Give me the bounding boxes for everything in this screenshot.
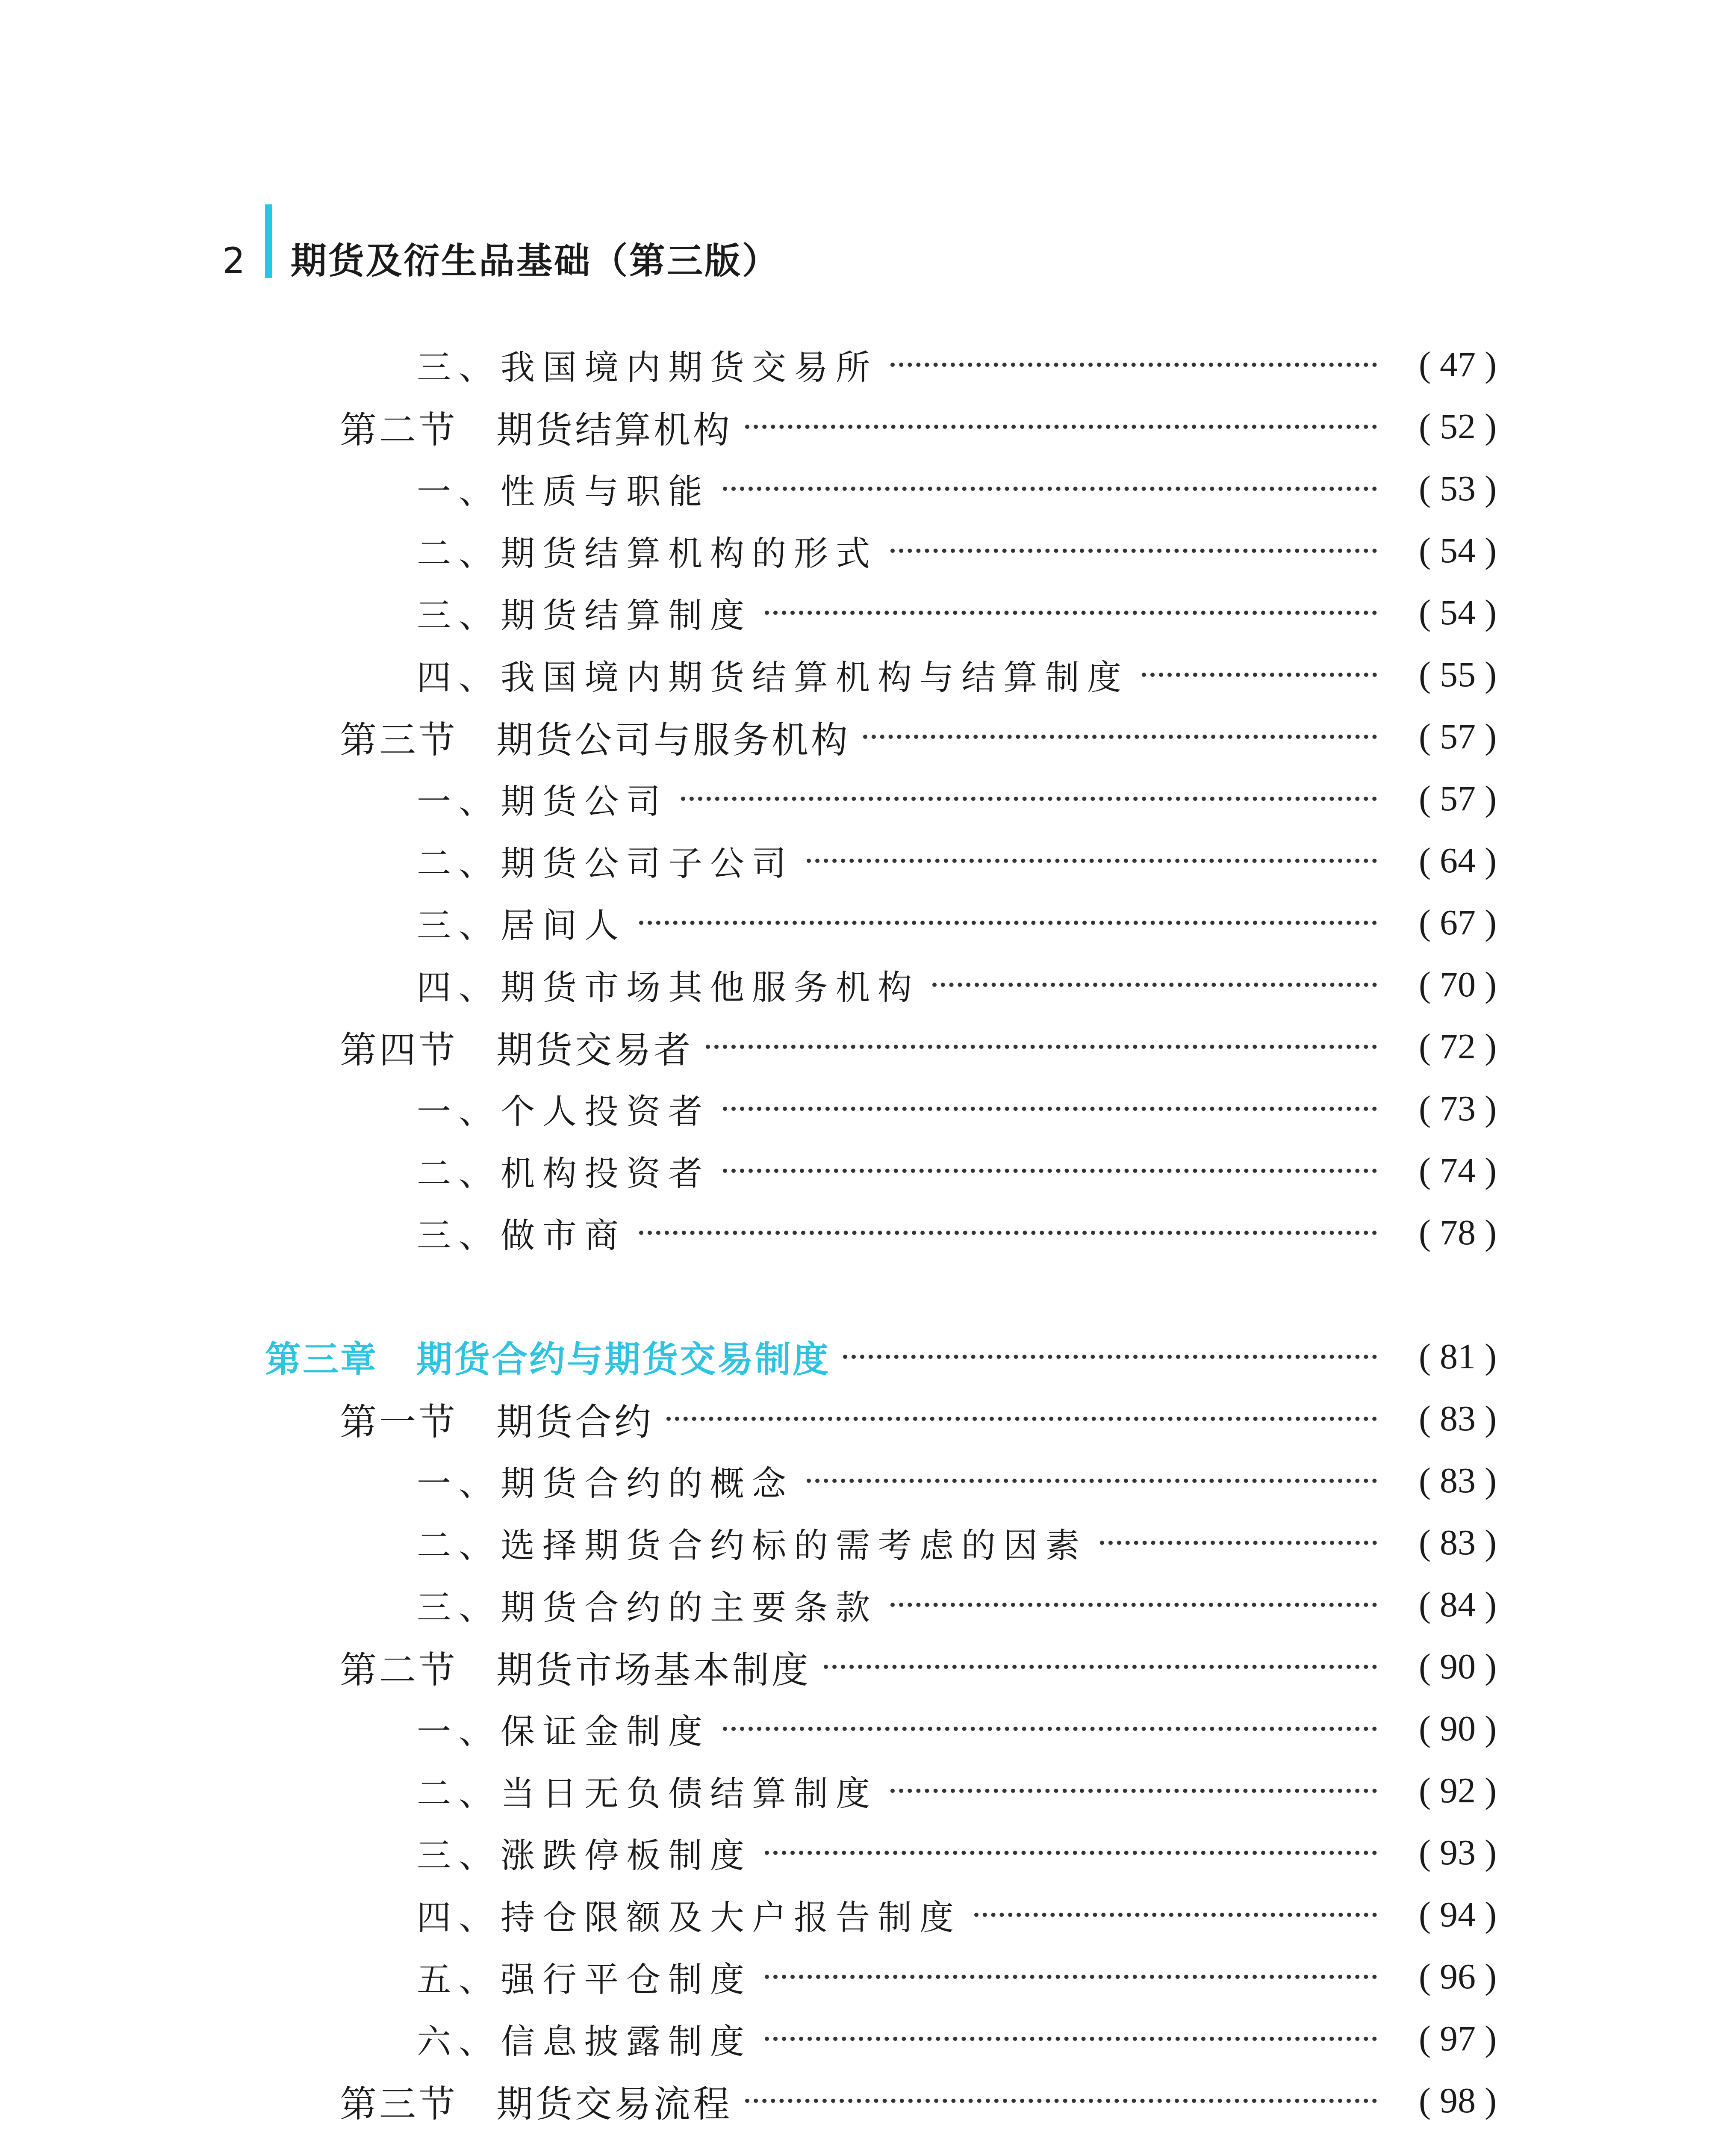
toc-entry-label: [417, 1146, 710, 1195]
toc-entry-title: 强行平仓制度: [501, 1960, 752, 1999]
dot-leader: [1100, 1541, 1377, 1545]
dot-leader: [824, 1665, 1377, 1669]
toc-entry-prefix: 第三节: [340, 718, 458, 762]
toc-entry-prefix: 四、: [417, 658, 501, 697]
toc-entry-title: 信息披露制度: [501, 2022, 752, 2061]
toc-entry-prefix: 一、: [417, 1092, 501, 1131]
toc-entry-label: [417, 774, 668, 823]
toc-entry-prefix: 第二节: [340, 1648, 458, 1692]
toc-entry-prefix: 一、: [417, 1464, 501, 1503]
toc-item-row: [0, 1512, 1736, 1574]
toc-item-row: [0, 830, 1736, 892]
toc-page-number: ( 74 ): [1419, 1151, 1497, 1190]
toc-item-row: [0, 1202, 1736, 1264]
toc-page-number: ( 55 ): [1419, 655, 1497, 694]
toc-page-number: ( 64 ): [1419, 841, 1497, 880]
toc-entry-prefix: 第三节: [340, 2082, 458, 2126]
toc-section-row: [0, 396, 1736, 458]
toc-item-row: [0, 2132, 1736, 2138]
toc-entry-label: [417, 1828, 752, 1877]
toc-item-row: [0, 1884, 1736, 1946]
toc-entry-prefix: 四、: [417, 968, 501, 1007]
dot-leader: [723, 1727, 1377, 1731]
toc-entry-label: [417, 1208, 626, 1257]
dot-leader: [1142, 673, 1377, 677]
toc-item-row: [0, 1450, 1736, 1512]
toc-item-row: [0, 334, 1736, 396]
toc-entry-label: [417, 650, 1129, 699]
toc-entry-prefix: 一、: [417, 1712, 501, 1751]
toc-page-number: ( 57 ): [1419, 779, 1497, 818]
toc-entry-label: [417, 1704, 710, 1753]
toc-entry-title: 期货结算制度: [501, 596, 752, 635]
toc-entry-label: [340, 1640, 811, 1693]
toc-entry-label: [417, 836, 794, 885]
toc-entry-prefix: 二、: [417, 1774, 501, 1813]
dot-leader: [745, 2099, 1377, 2103]
toc-entry-title: 个人投资者: [501, 1092, 710, 1131]
toc-entry-prefix: 三、: [417, 906, 501, 945]
toc-entry-label: [417, 2014, 752, 2063]
toc-entry-title: 选择期货合约标的需考虑的因素: [501, 1526, 1087, 1565]
toc-entry-title: 当日无负债结算制度: [501, 1774, 878, 1813]
dot-leader: [932, 983, 1377, 987]
toc-page-number: ( 52 ): [1419, 407, 1497, 446]
toc-item-row: [0, 768, 1736, 830]
toc-entry-label: [417, 1518, 1087, 1567]
dot-leader: [807, 859, 1377, 863]
toc-section-row: [0, 706, 1736, 768]
dot-leader: [890, 363, 1377, 367]
toc-entry-label: [417, 1766, 878, 1815]
toc-entry-title: 我国境内期货结算机构与结算制度: [501, 658, 1129, 697]
toc-page-number: ( 72 ): [1419, 1027, 1497, 1066]
toc-entry-prefix: 一、: [417, 782, 501, 821]
toc-item-row: [0, 1760, 1736, 1822]
dot-leader: [890, 549, 1377, 553]
toc-entry-label: [417, 1580, 878, 1629]
toc-entry-prefix: 二、: [417, 1154, 501, 1193]
toc-item-row: [0, 2008, 1736, 2070]
toc-page-number: ( 83 ): [1419, 1461, 1497, 1500]
toc-entry-label: [417, 1952, 752, 2001]
dot-leader: [723, 487, 1377, 491]
toc-item-row: [0, 644, 1736, 706]
toc-item-row: [0, 1574, 1736, 1636]
table-of-contents: [0, 334, 1736, 2138]
toc-item-row: [0, 954, 1736, 1016]
dot-leader: [639, 921, 1377, 925]
dot-leader: [974, 1913, 1377, 1917]
toc-entry-title: 做市商: [501, 1216, 626, 1255]
toc-entry-prefix: 三、: [417, 1588, 501, 1627]
toc-entry-title: 期货合约的概念: [501, 1464, 794, 1503]
toc-page-number: ( 73 ): [1419, 1089, 1497, 1128]
dot-leader: [723, 1107, 1377, 1111]
toc-entry-label: [417, 898, 626, 947]
toc-item-row: [0, 1698, 1736, 1760]
toc-entry-prefix: 二、: [417, 534, 501, 573]
toc-entry-label: [417, 526, 878, 575]
toc-page-number: ( 90 ): [1419, 1647, 1497, 1686]
toc-entry-prefix: 五、: [417, 1960, 501, 1999]
toc-item-row: [0, 1140, 1736, 1202]
toc-page-number: ( 47 ): [1419, 345, 1497, 384]
toc-entry-title: 期货公司与服务机构: [496, 718, 850, 762]
toc-entry-prefix: 第一节: [340, 1400, 458, 1444]
dot-leader: [706, 1045, 1377, 1049]
toc-page-number: ( 94 ): [1419, 1895, 1497, 1934]
toc-entry-title: 期货公司子公司: [501, 844, 794, 883]
toc-page-number: ( 97 ): [1419, 2019, 1497, 2058]
dot-leader: [890, 1789, 1377, 1793]
toc-page-number: ( 53 ): [1419, 469, 1497, 508]
toc-entry-prefix: 二、: [417, 844, 501, 883]
toc-entry-title: 期货合约: [496, 1400, 654, 1444]
toc-page-number: ( 57 ): [1419, 717, 1497, 756]
toc-chapter-row: [0, 1326, 1736, 1388]
toc-entry-prefix: 三、: [417, 596, 501, 635]
toc-entry-prefix: 三、: [417, 1836, 501, 1875]
toc-page-number: ( 70 ): [1419, 965, 1497, 1004]
dot-leader: [681, 797, 1377, 801]
toc-entry-title: 保证金制度: [501, 1712, 710, 1751]
toc-entry-title: 期货结算机构: [496, 408, 732, 452]
toc-entry-label: [417, 464, 710, 513]
toc-part-2: [0, 1326, 1736, 2138]
toc-page-number: ( 83 ): [1419, 1399, 1497, 1438]
toc-section-row: [0, 1016, 1736, 1078]
toc-item-row: [0, 582, 1736, 644]
toc-entry-title: 涨跌停板制度: [501, 1836, 752, 1875]
dot-leader: [765, 2037, 1377, 2041]
toc-entry-prefix: 六、: [417, 2022, 501, 2061]
toc-entry-title: 期货公司: [501, 782, 668, 821]
toc-entry-prefix: 第三章: [265, 1338, 378, 1380]
toc-entry-label: [340, 400, 732, 453]
running-header: [0, 0, 1736, 299]
toc-entry-title: 持仓限额及大户报告制度: [501, 1898, 961, 1937]
toc-page-number: ( 54 ): [1419, 531, 1497, 570]
book-title: 期货及衍生品基础（第三版）: [291, 240, 780, 282]
dot-leader: [890, 1603, 1377, 1607]
toc-section-row: [0, 1636, 1736, 1698]
toc-item-row: [0, 1078, 1736, 1140]
toc-entry-title: 期货交易者: [496, 1028, 693, 1072]
toc-entry-title: 期货交易流程: [496, 2082, 732, 2126]
toc-entry-label: [340, 1020, 693, 1073]
toc-item-row: [0, 520, 1736, 582]
toc-page-number: ( 84 ): [1419, 1585, 1497, 1624]
toc-entry-label: [265, 1331, 830, 1382]
toc-entry-title: 期货合约的主要条款: [501, 1588, 878, 1627]
toc-page-number: ( 78 ): [1419, 1213, 1497, 1252]
toc-entry-label: [340, 2074, 732, 2127]
toc-entry-title: 机构投资者: [501, 1154, 710, 1193]
toc-section-row: [0, 2070, 1736, 2132]
dot-leader: [666, 1417, 1377, 1421]
dot-leader: [863, 735, 1377, 739]
toc-entry-title: 我国境内期货交易所: [501, 348, 878, 387]
toc-entry-prefix: 第四节: [340, 1028, 458, 1072]
chapter-gap: [0, 1264, 1736, 1326]
toc-entry-title: 期货合约与期货交易制度: [416, 1338, 831, 1380]
dot-leader: [843, 1355, 1377, 1359]
page-number: 2: [222, 240, 245, 282]
dot-leader: [807, 1479, 1377, 1483]
toc-entry-prefix: 第二节: [340, 408, 458, 452]
toc-entry-prefix: 四、: [417, 1898, 501, 1937]
toc-page-number: ( 54 ): [1419, 593, 1497, 632]
toc-section-row: [0, 1388, 1736, 1450]
toc-entry-prefix: 三、: [417, 348, 501, 387]
toc-entry-title: 性质与职能: [501, 472, 710, 511]
toc-entry-label: [417, 340, 878, 389]
toc-page-number: ( 81 ): [1419, 1337, 1497, 1376]
toc-page-number: ( 96 ): [1419, 1957, 1497, 1996]
toc-item-row: [0, 458, 1736, 520]
toc-entry-label: [417, 960, 920, 1009]
toc-page-number: ( 83 ): [1419, 1523, 1497, 1562]
toc-page-number: ( 98 ): [1419, 2081, 1497, 2120]
toc-entry-label: [340, 710, 850, 763]
dot-leader: [745, 425, 1377, 429]
toc-entry-title: 居间人: [501, 906, 626, 945]
toc-entry-prefix: 二、: [417, 1526, 501, 1565]
toc-entry-label: [417, 1890, 961, 1939]
toc-entry-title: 期货市场其他服务机构: [501, 968, 920, 1007]
toc-page-number: ( 92 ): [1419, 1771, 1497, 1810]
dot-leader: [723, 1169, 1377, 1173]
toc-page-number: ( 67 ): [1419, 903, 1497, 942]
toc-item-row: [0, 892, 1736, 954]
toc-entry-prefix: 一、: [417, 472, 501, 511]
toc-entry-label: [417, 1456, 794, 1505]
toc-page-number: ( 90 ): [1419, 1709, 1497, 1748]
dot-leader: [765, 1975, 1377, 1979]
toc-entry-title: 期货市场基本制度: [496, 1648, 811, 1692]
toc-entry-label: [417, 588, 752, 637]
toc-entry-title: 期货结算机构的形式: [501, 534, 878, 573]
toc-item-row: [0, 1946, 1736, 2008]
toc-page-number: ( 93 ): [1419, 1833, 1497, 1872]
dot-leader: [765, 611, 1377, 615]
toc-entry-prefix: 三、: [417, 1216, 501, 1255]
header-accent-bar: [265, 204, 272, 278]
dot-leader: [639, 1231, 1377, 1235]
toc-item-row: [0, 1822, 1736, 1884]
toc-entry-label: [340, 1392, 654, 1445]
toc-entry-label: [417, 1084, 710, 1133]
dot-leader: [765, 1851, 1377, 1855]
toc-part-1: [0, 334, 1736, 1264]
